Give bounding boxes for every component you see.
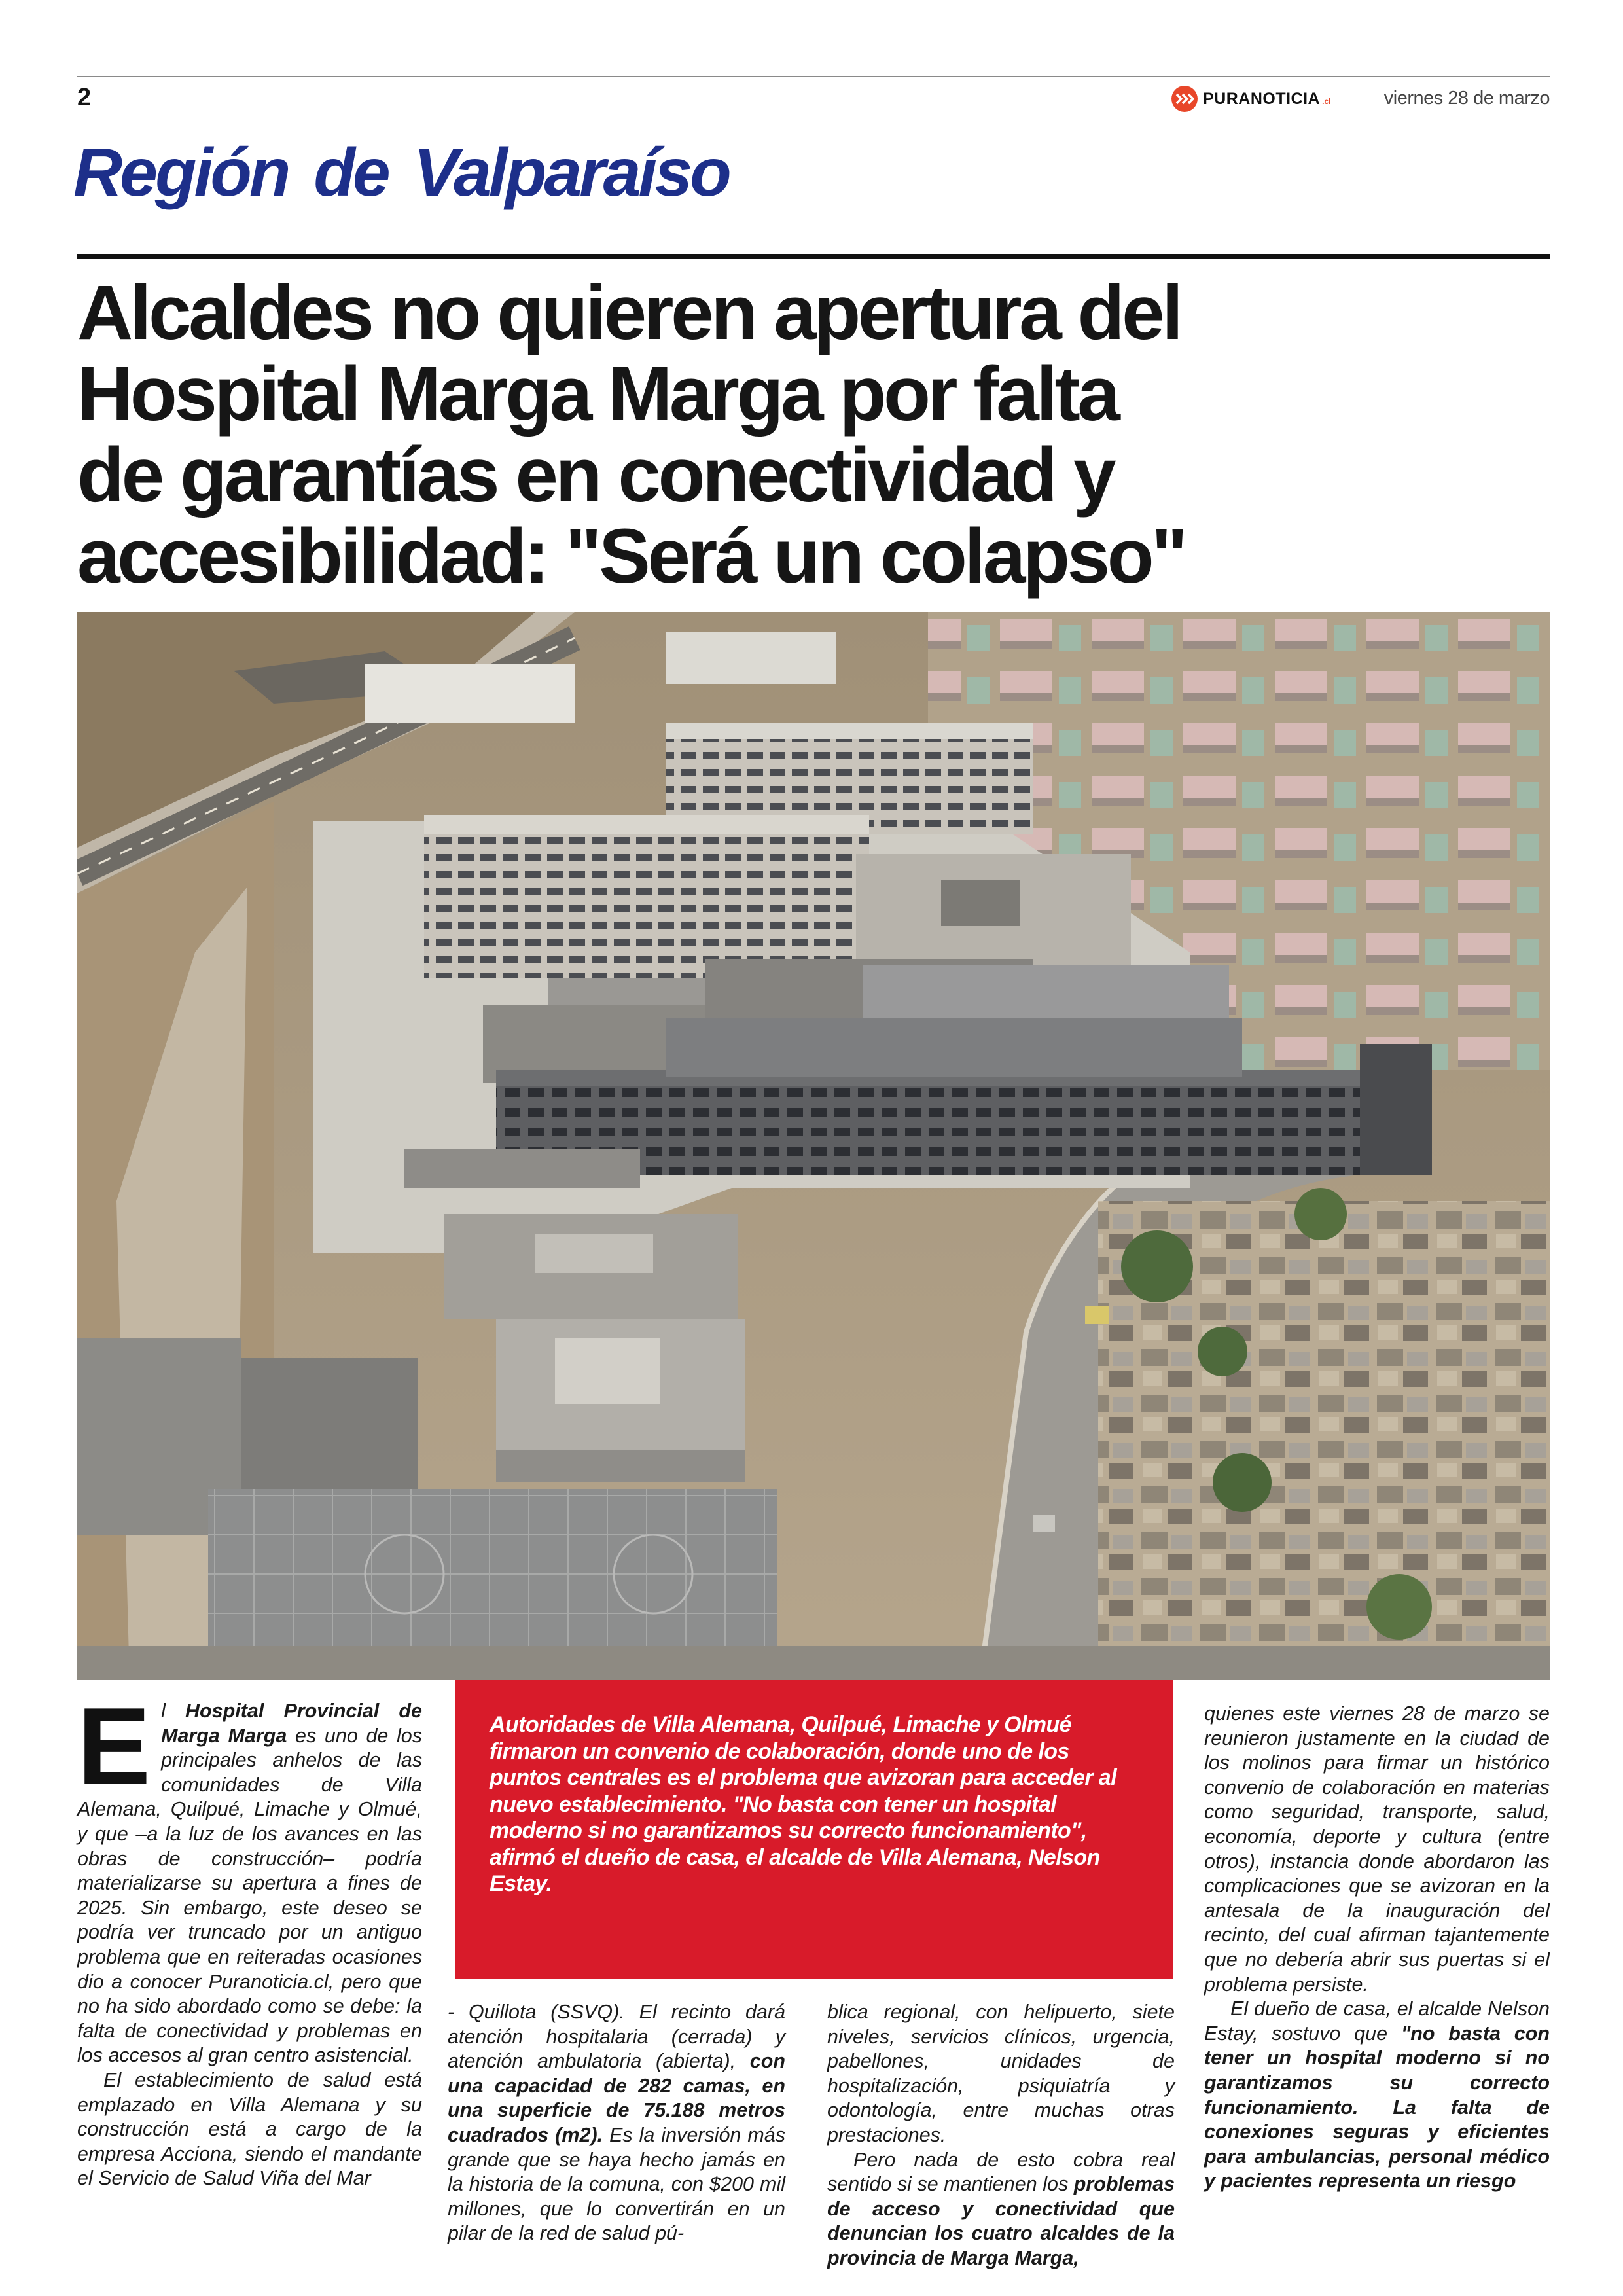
page-number: 2 (77, 84, 92, 111)
paragraph (448, 2000, 785, 2246)
capacity-highlight: con una capacidad de 282 camas, en una superficie de 75.188 metros cuadrados (m2). (448, 2050, 785, 2146)
brand-logo (1171, 86, 1330, 112)
quote-highlight: "no basta con tener un hospital moderno si no garantizamos su correcto funcionamiento. La falta de conexiones seguras y eficientes para ambulancias, personal médico y pacientes representa un riesgo (1204, 2022, 1550, 2193)
article-column-3 (827, 2000, 1175, 2271)
section-rule (77, 254, 1550, 259)
paragraph: El establecimiento de salud está emplazado en Villa Alemana y su construcción está a cargo de la empresa Acciona, siendo el mandante el Servicio de Salud Viña del Mar (77, 2068, 422, 2190)
paragraph: quienes este viernes 28 de marzo se reunieron justamente en la ciudad de los molinos para firmar un histórico convenio de colaboración en materias como seguridad, transporte, salud, economía, deporte y cultura (entre otros), instancia donde abordaron las complicaciones que se avizoran en la antesala de la inauguración del recinto, del cual afirman tajantemente que no debería abrir sus puertas si el problema persiste. (1204, 1702, 1550, 1996)
brand-chevrons-icon (1171, 86, 1198, 112)
headline-line: accesibilidad: "Será un colapso" (77, 513, 1185, 600)
hospital-name: Hospital Provincial de Marga Marga (161, 1700, 422, 1747)
paragraph (1204, 1997, 1550, 2194)
article-column-2 (448, 2000, 785, 2246)
lead-text: l (161, 1700, 185, 1722)
access-highlight: problemas de acceso y conectividad que denuncian los cuatro alcaldes de la provincia de Marga Marga, (827, 2173, 1175, 2269)
headline-line: Alcaldes no quieren apertura del (77, 270, 1181, 356)
paragraph-text: El dueño de casa, el alcalde Nelson Estay, sostuvo que (1204, 1998, 1550, 2045)
paragraph-text: - Quillota (SSVQ). El recinto dará atención hospitalaria (cerrada) y atención ambulatoria (abierta), (448, 2001, 785, 2073)
article-column-1 (77, 1685, 423, 2191)
paragraph-text-cont: Es la inversión más grande que se haya hecho jamás en la historia de la comuna, con $200 mil millones, que lo convertirán en un pilar de la red de salud pú- (448, 2123, 785, 2245)
callout-text: Autoridades de Villa Alemana, Quilpué, Limache y Olmué firmaron un convenio de colaboración, donde uno de los puntos centrales es el problema que avizoran para acceder al nuevo establecimiento. "No basta con tener un hospital moderno si no garantizamos su correcto funcionamiento", afirmó el dueño de casa, el alcalde de Villa Alemana, Nelson Estay. (490, 1712, 1116, 1896)
callout-box (455, 1680, 1173, 1979)
lead-text-cont: es uno de los principales anhelos de las comunidades de Villa Alemana, Quilpué, Limache y Olmué, y que –a la luz de los avances en las obras de construcción– podría materializarse su apertura a fines de 2025. Sin embargo, este deseo se podría ver truncado por un antiguo problema que en reiteradas ocasiones dio a conocer Puranoticia.cl, pero que no ha sido abordado como se debe: la falta de conectividad y problemas en los accesos al gran centro asistencial. (77, 1724, 423, 2067)
paragraph-text: Pero nada de esto cobra real sentido si se mantienen los (827, 2148, 1175, 2196)
lead-paragraph (77, 1685, 423, 2068)
paragraph (827, 2148, 1175, 2271)
headline (77, 270, 1550, 600)
brand-tld: .cl (1322, 97, 1331, 106)
drop-cap: E (77, 1685, 150, 1808)
top-rule (77, 76, 1550, 77)
brand-name: PURANOTICIA (1203, 89, 1321, 108)
paragraph: blica regional, con helipuerto, siete niveles, servicios clínicos, urgencia, pabellones, unidades de hospitalización, psiquiatría y odontología, entre muchas otras prestaciones. (827, 2001, 1175, 2146)
section-title: Región de Valparaíso (73, 135, 729, 211)
hospital-aerial-photo (77, 612, 1550, 1680)
headline-line: de garantías en conectividad y (77, 432, 1114, 518)
article-column-4 (1204, 1702, 1550, 2194)
issue-date: viernes 28 de marzo (1383, 88, 1550, 109)
headline-line: Hospital Marga Marga por falta (77, 351, 1118, 437)
